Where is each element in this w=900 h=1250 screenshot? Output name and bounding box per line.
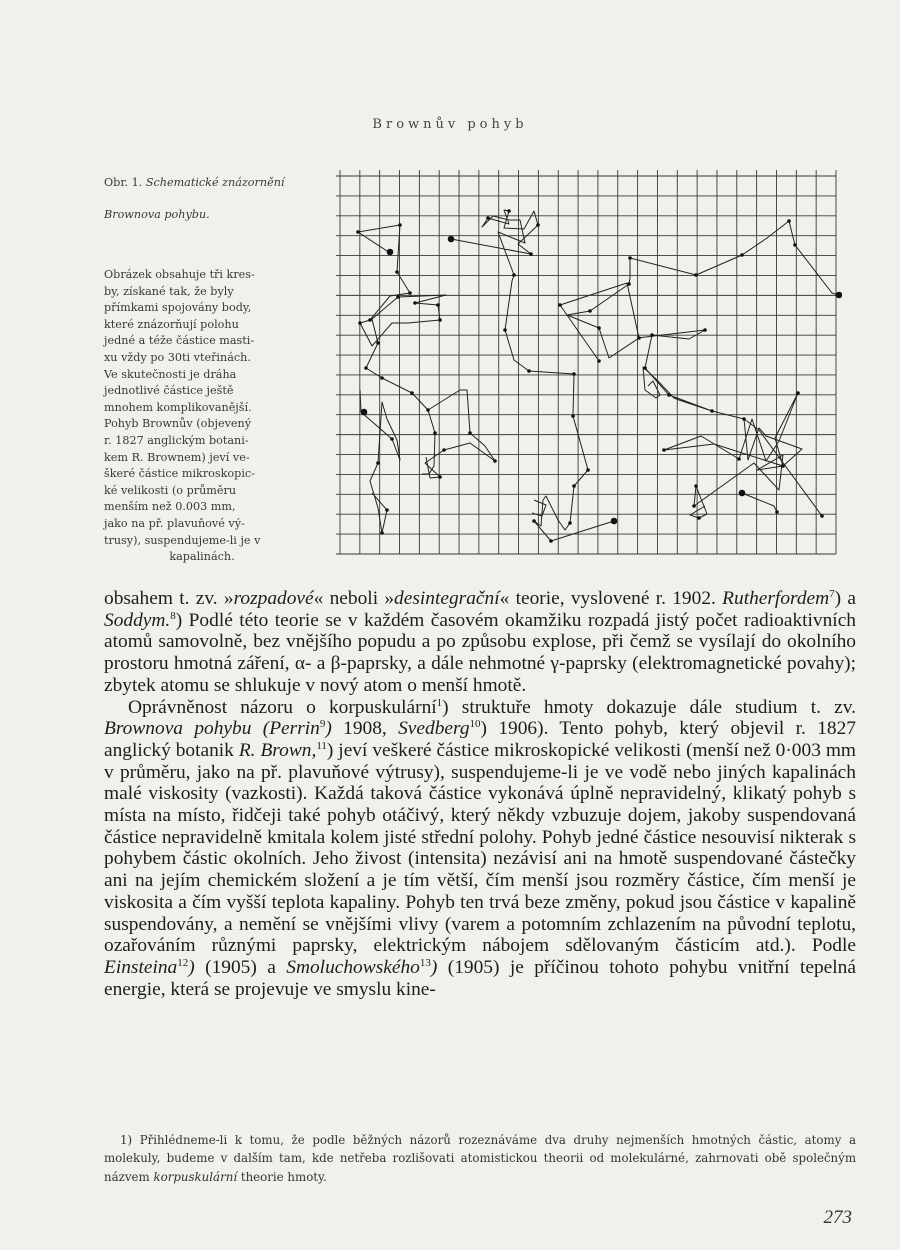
footnote-ref: 13	[419, 956, 431, 969]
caption-line: kem R. Brownem) jeví ve-	[104, 450, 250, 464]
caption-line: Pohyb Brownův (objevený	[104, 417, 252, 431]
italic-term: desintegrační	[394, 588, 500, 609]
caption-line: škeré částice mikroskopic-	[104, 467, 255, 481]
footnote-ref: 1	[436, 696, 443, 709]
page-number: 273	[823, 1207, 852, 1228]
footnote	[104, 1131, 856, 1186]
footnote-ref: 9	[319, 718, 326, 731]
caption-line: trusy), suspendujeme-li je v	[104, 533, 261, 547]
caption-line: kapalinách.	[169, 550, 235, 564]
caption-line: Obrázek obsahuje tři kres-	[104, 268, 255, 281]
text-run: ) a	[834, 588, 856, 609]
text-run: ) 1906). Tento pohyb, který objevil r. 1827 anglický botanik	[104, 718, 856, 761]
italic-name: Smoluchowského	[286, 956, 420, 978]
italic-term: Brownova pohybu (Perrin	[104, 718, 320, 740]
italic-term: rozpadové	[233, 588, 314, 609]
caption-line: mnohem komplikovanější.	[104, 400, 252, 414]
caption-line: by, získané tak, že byly	[104, 284, 234, 298]
figure-title	[104, 167, 300, 231]
italic-paren: )	[430, 956, 438, 978]
caption-line: přímkami spojovány body,	[104, 301, 252, 315]
text-run: Přihlédneme-li k tomu, že podle běžných názorů rozeznáváme dva druhy nejmenších hmotných částic, atomy a molekuly, budeme v dalším tam, kde netřeba rozlišovati atomistickou theorii od molekulárné, zahrnovati obě společným názvem	[104, 1133, 856, 1184]
text-run: ) jeví veškeré částice mikroskopické velikosti (menší než 0·003 mm v průměru, jako na př. plavuňové výtrusy), suspendujeme-li je ve vodě nebo jiných kapalinách malé viskosity (vazkosti). Každá taková částice vykonává úplně nepravidelný, klikatý pohyb s místa na místo, řidčeji také pohyb otáčivý, který někdy vzbuzuje dojem, jakoby suspendovaná částice nepravidelně kmitala kolem jisté střední polohy. Pohyb jedné částice nesouvisí nikterak s pohybem částic okolních. Jeho živost (intensita) nezávisí ani na hmotě suspendované částečky ani na jejím chemickém složení a je tím větší, čím menší jsou rozměry částice, čím menší je viskosita a čím vyšší teplota kapaliny. Pohyb ten trvá beze změny, pokud jsou částice v kapalině suspendovány, a nemění se vnějšími vlivy (varem a potomním zchlazením na původní teplotu, ozařováním různými paprsky, elektrickým nábojem sdělovaným částicím atd.). Podle	[104, 739, 856, 957]
text-run: obsahem t. zv. »	[104, 588, 234, 609]
figure-caption	[104, 167, 300, 566]
text-run: « teorie, vyslovené r. 1902.	[499, 588, 723, 609]
italic-name: Rutherfordem	[722, 588, 830, 609]
italic-name: Soddym.	[104, 609, 171, 631]
footnote-ref: 10	[469, 718, 481, 731]
caption-line: menším než 0.003 mm,	[104, 500, 236, 514]
text-run: Oprávněnost názoru o korpuskulární	[128, 696, 437, 718]
caption-line: r. 1827 anglickým botani-	[104, 433, 249, 447]
caption-line: jednotlivé částice ještě	[104, 384, 234, 398]
paragraph	[104, 697, 856, 1001]
brownian-motion-figure	[334, 168, 842, 558]
footnote-ref: 12	[177, 956, 189, 969]
footnote-ref: 11	[316, 739, 327, 752]
figure-title-italic: Schematické znázornění Brownova pohybu.	[104, 176, 285, 221]
caption-line: ké velikosti (o průměru	[104, 483, 237, 497]
caption-line: jedné a téže částice masti-	[104, 334, 255, 348]
text-run: 1908,	[331, 718, 399, 740]
text-run: theorie hmoty.	[237, 1169, 327, 1184]
footnote-marker: 1)	[120, 1133, 133, 1147]
text-run: (1905) je příčinou tohoto pohybu vnitřní tepelná energie, která se projevuje ve smyslu kine-	[104, 956, 856, 1000]
text-run: (1905) a	[194, 956, 287, 978]
running-head: Brownův pohyb	[372, 117, 528, 132]
figure-description	[104, 267, 300, 566]
main-text	[104, 588, 856, 1000]
text-run: « neboli »	[313, 588, 395, 609]
italic-paren: )	[325, 718, 332, 740]
text-run: ) struktuře hmoty dokazuje dále studium t. zv.	[442, 696, 856, 718]
caption-line: které znázorňují polohu	[104, 317, 239, 331]
caption-line: Ve skutečnosti je dráha	[104, 367, 237, 381]
text-run: ) Podlé této teorie se v každém časovém okamžiku rozpadá jistý počet radioaktivních atomů samovolně, bez vnějšího popudu a po způsobu explose, při čemž se vysílají do okolního prostoru hmotná záření, α- a β-paprsky, a dále nehmotné γ-paprsky (elektromagnetické povahy); zbytek atomu se shlukuje v nový atom o menší hmotě.	[104, 609, 856, 696]
italic-name: Einsteina	[104, 956, 178, 978]
footnote-ref: 8	[170, 609, 176, 622]
italic-paren: )	[188, 956, 195, 978]
figure-label: Obr. 1.	[104, 176, 143, 189]
brownian-grid-diagram	[334, 168, 842, 558]
footnote-text	[104, 1131, 856, 1186]
italic-term: korpuskulární	[153, 1169, 238, 1184]
footnote-ref: 7	[829, 588, 835, 600]
italic-name: R. Brown,	[238, 739, 317, 761]
paragraph	[104, 588, 856, 697]
caption-line: jako na př. plavuňové vý-	[104, 516, 245, 530]
caption-line: xu vždy po 30ti vteřinách.	[104, 350, 251, 364]
italic-name: Svedberg	[398, 718, 470, 740]
